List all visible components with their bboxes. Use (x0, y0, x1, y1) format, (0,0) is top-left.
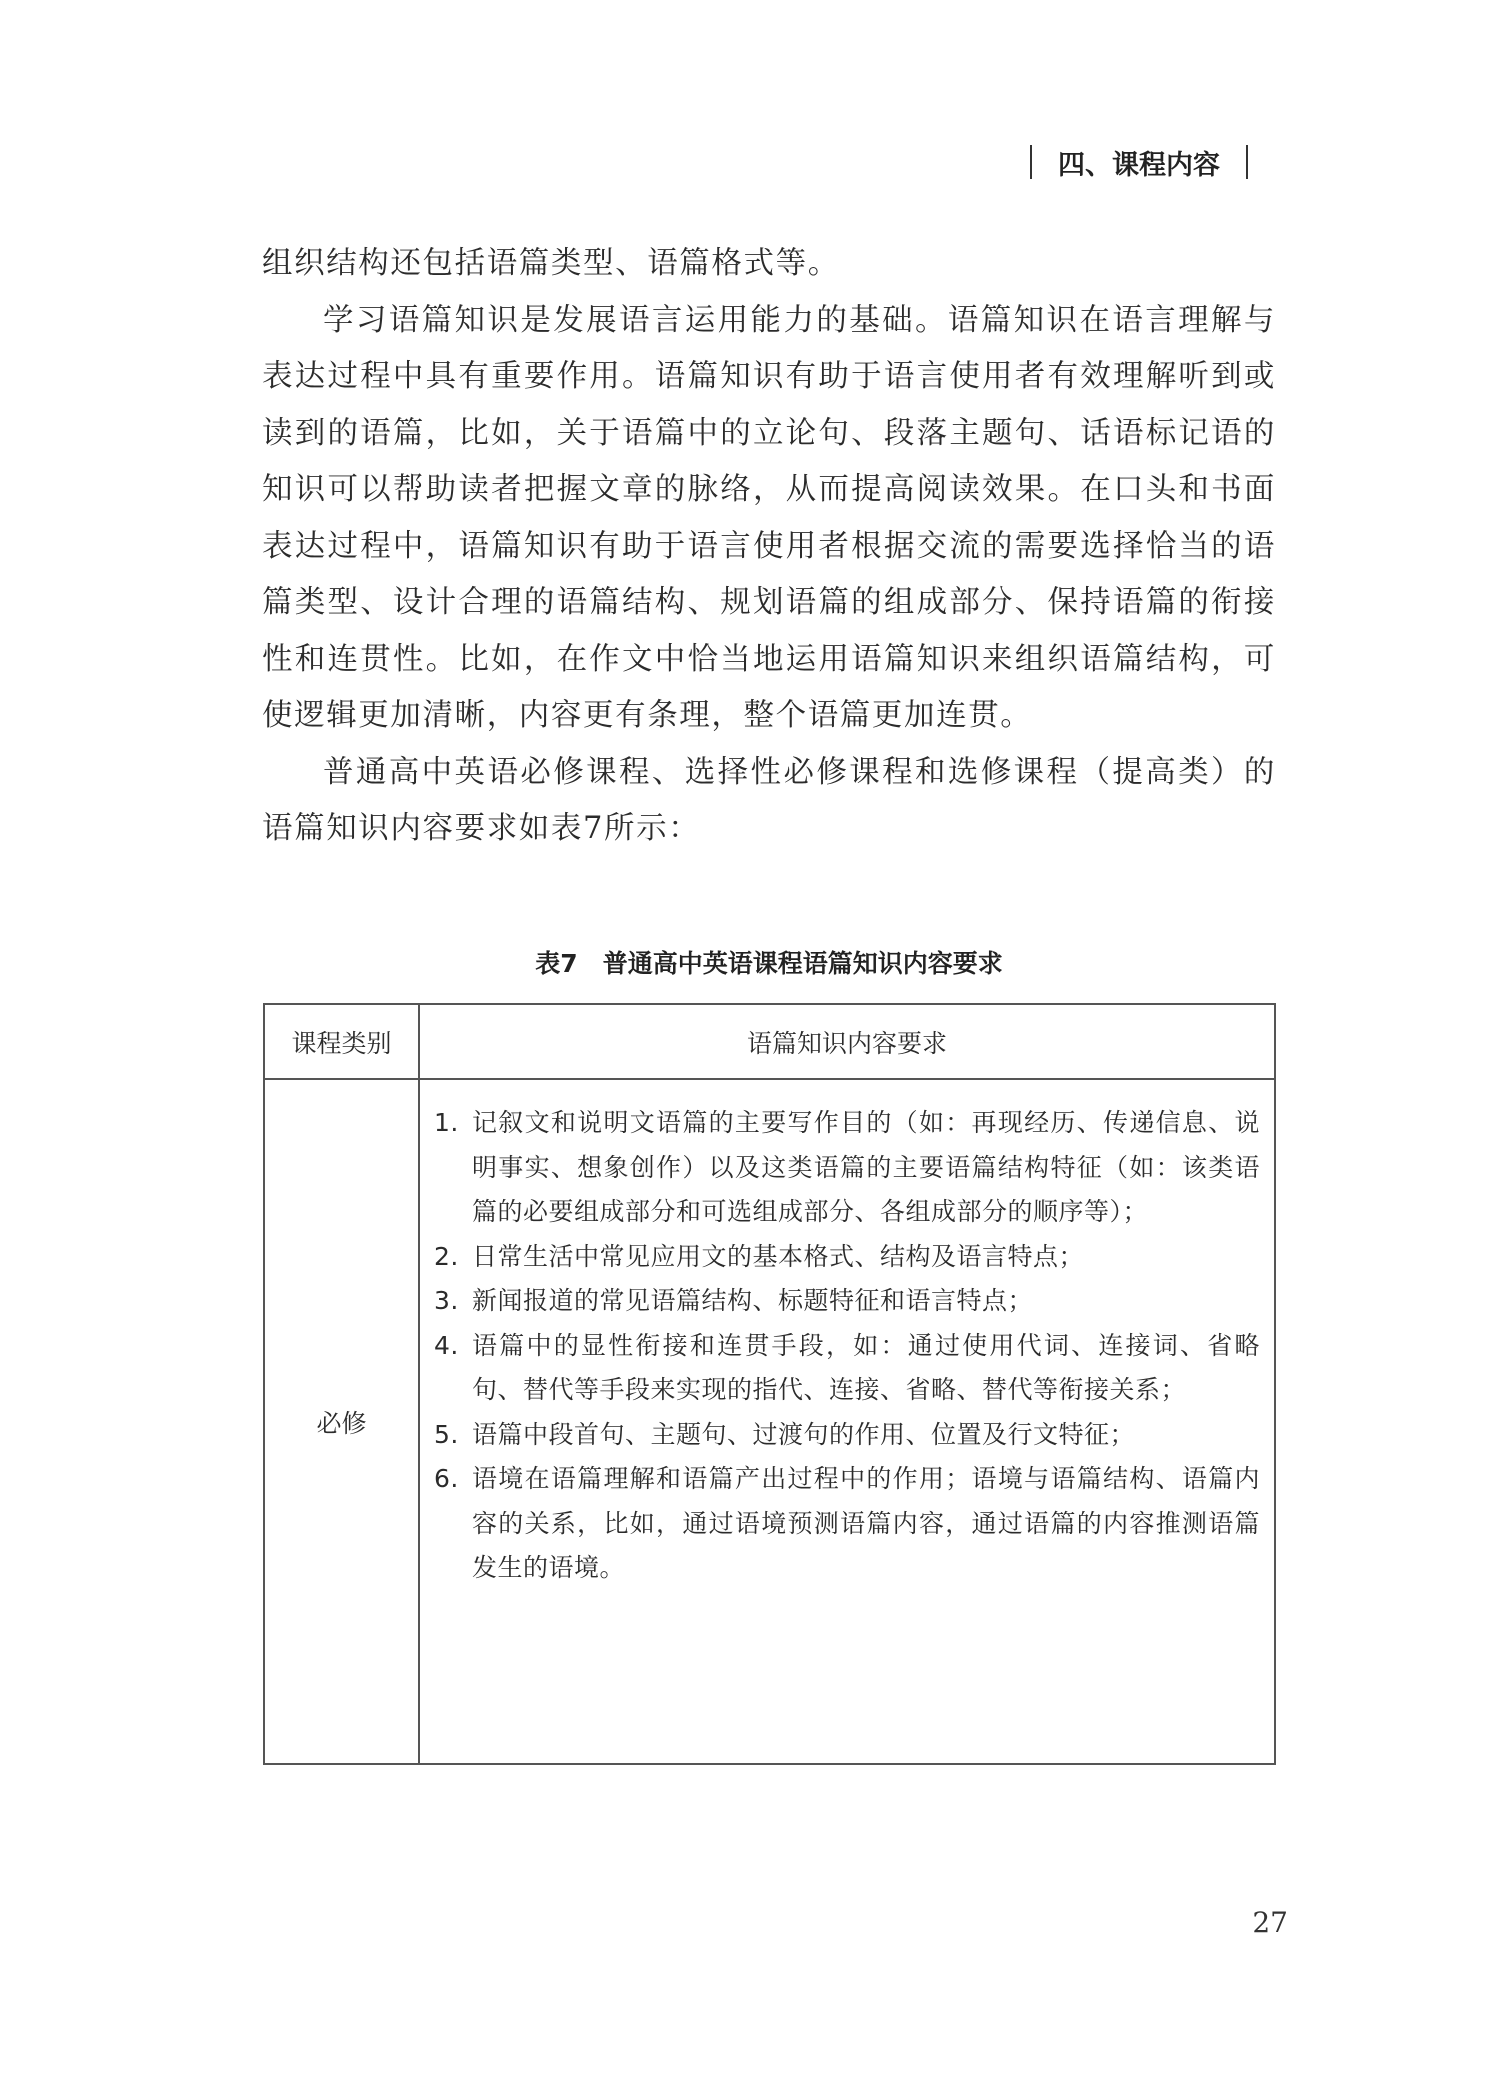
table-caption: 表7 普通高中英语课程语篇知识内容要求 (535, 949, 1003, 978)
paragraph-continued: 组织结构还包括语篇类型、语篇格式等。 (262, 246, 840, 281)
body-text (262, 236, 1276, 858)
section-title: 四、课程内容 (1058, 149, 1220, 181)
list-item: 3. 新闻报道的常见语篇结构、标题特征和语言特点； (434, 1286, 1034, 1315)
page-number: 27 (1252, 1906, 1288, 1939)
requirements-list (434, 1101, 1260, 1591)
paragraph-discourse-knowledge: 学习语篇知识是发展语言运用能力的基础。语篇知识在语言理解与表达过程中具有重要作用。语篇知识有助于语言使用者有效理解听到或读到的语篇，比如，关于语篇中的立论句、段落主题句、话语标记语的知识可以帮助读者把握文章的脉络，从而提高阅读效果。在口头和书面表达过程中，语篇知识有助于语言使用者根据交流的需要选择恰当的语篇类型、设计合理的语篇结构、规划语篇的组成部分、保持语篇的衔接性和连贯性。比如，在作文中恰当地运用语篇知识来组织语篇结构，可使逻辑更加清晰，内容更有条理，整个语篇更加连贯。 (262, 302, 1276, 733)
list-item: 5. 语篇中段首句、主题句、过渡句的作用、位置及行文特征； (434, 1419, 1136, 1449)
list-item: 6. 语境在语篇理解和语篇产出过程中的作用；语境与语篇结构、语篇内容的关系，比如，通过语境预测语篇内容，通过语篇的内容推测语篇发生的语境。 (434, 1464, 1260, 1582)
header-right-rule (1246, 145, 1248, 179)
table-row (264, 1079, 1275, 1764)
table-header-row (264, 1004, 1275, 1079)
header-content-requirements: 语篇知识内容要求 (419, 1004, 1275, 1079)
category-cell: 必修 (264, 1079, 419, 1764)
running-header (1030, 138, 1280, 186)
paragraph-table-intro: 普通高中英语必修课程、选择性必修课程和选修课程（提高类）的语篇知识内容要求如表7所示： (262, 754, 1276, 846)
list-item: 2. 日常生活中常见应用文的基本格式、结构及语言特点； (434, 1241, 1085, 1271)
discourse-knowledge-table (263, 1003, 1276, 1765)
list-item: 4. 语篇中的显性衔接和连贯手段，如：通过使用代词、连接词、省略句、替代等手段来实现的指代、连接、省略、替代等衔接关系； (434, 1330, 1260, 1404)
requirements-cell (419, 1079, 1275, 1764)
list-item: 1. 记叙文和说明文语篇的主要写作目的（如：再现经历、传递信息、说明事实、想象创作）以及这类语篇的主要语篇结构特征（如：该类语篇的必要组成部分和可选组成部分、各组成部分的顺序等）； (434, 1108, 1260, 1226)
header-course-category: 课程类别 (264, 1004, 419, 1079)
